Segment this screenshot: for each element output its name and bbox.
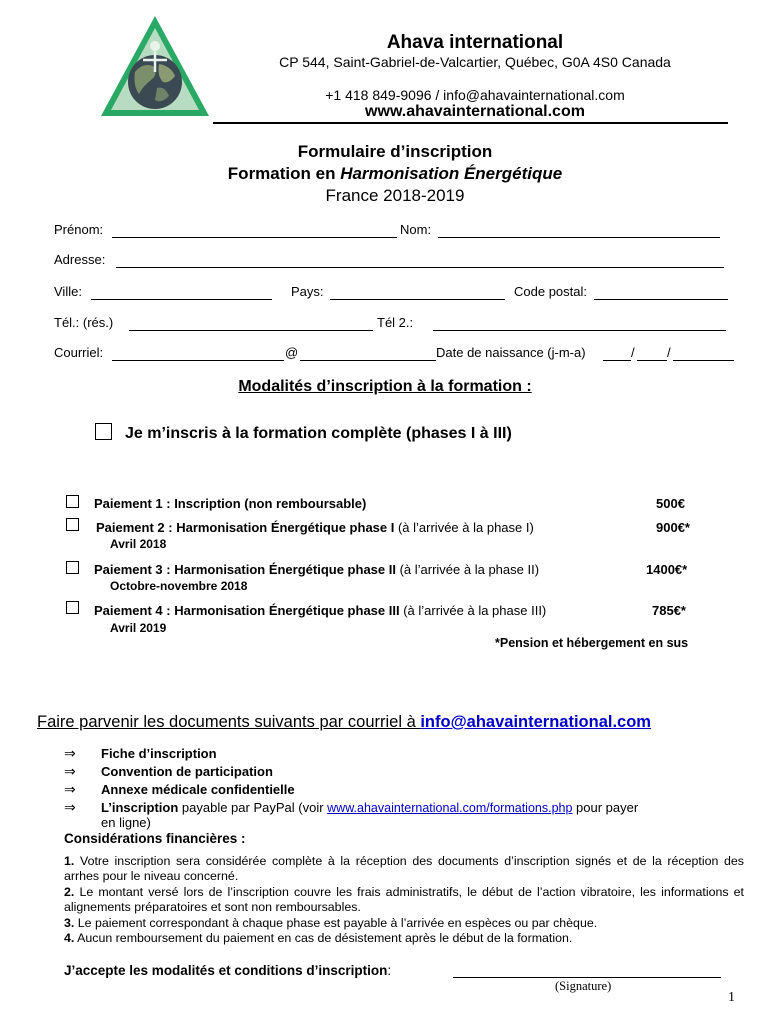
courriel-domain-field[interactable] (300, 347, 436, 361)
pays-field[interactable] (330, 286, 505, 300)
consideration-3: 3. Le paiement correspondant à chaque phase est payable à l’arrivée en espèces ou par chèque. (64, 916, 598, 930)
consideration-2: 2. Le montant versé lors de l’inscription couvre les frais administratifs, le début de l’action vibratoire, les informations et alignements préparatoires et sont non remboursables. (64, 885, 744, 914)
doc-item-4-cont: en ligne) (101, 815, 151, 830)
payment-3-checkbox[interactable] (66, 561, 79, 574)
code-postal-field[interactable] (594, 286, 728, 300)
pays-label: Pays: (291, 284, 324, 299)
consideration-1: 1. Votre inscription sera considérée complète à la réception des documents d’inscription signés et de la réception des arrhes pour le niveau concerné. (64, 854, 744, 883)
slash-1: / (631, 345, 635, 360)
complete-checkbox[interactable] (95, 423, 112, 440)
form-year: France 2018-2019 (325, 186, 465, 205)
doc-item-1: Fiche d’inscription (101, 746, 217, 761)
naissance-year-field[interactable] (673, 347, 734, 361)
tel2-field[interactable] (433, 317, 726, 331)
prenom-field[interactable] (112, 224, 397, 238)
form-subtitle: Formation en Harmonisation Énergétique (227, 164, 563, 183)
payment-3-date: Octobre-novembre 2018 (110, 579, 248, 593)
doc-item-2: Convention de participation (101, 764, 273, 779)
tel-label: Tél.: (rés.) (54, 315, 114, 330)
complete-label: Je m’inscris à la formation complète (phases I à III) (125, 425, 512, 442)
consideration-4: 4. Aucun remboursement du paiement en cas de désistement après le début de la formation. (64, 931, 573, 945)
org-name: Ahava international (386, 32, 564, 53)
header-rule (213, 122, 728, 124)
arrow-icon: ⇒ (64, 799, 76, 815)
nom-label: Nom: (400, 222, 432, 237)
payment-1-amount: 500€ (656, 496, 685, 511)
naissance-day-field[interactable] (603, 347, 631, 361)
courriel-user-field[interactable] (112, 347, 284, 361)
pension-note: *Pension et hébergement en sus (495, 636, 689, 650)
signature-field[interactable] (453, 964, 721, 978)
modalites-heading: Modalités d’inscription à la formation : (238, 378, 532, 395)
org-contact: +1 418 849-9096 / info@ahavainternational.com (325, 87, 625, 103)
tel-field[interactable] (129, 317, 373, 331)
doc-item-3: Annexe médicale confidentielle (101, 782, 295, 797)
ville-field[interactable] (91, 286, 272, 300)
org-website: www.ahavainternational.com (365, 103, 585, 120)
adresse-label: Adresse: (54, 252, 106, 267)
courriel-at: @ (285, 345, 299, 360)
ville-label: Ville: (54, 284, 82, 299)
payment-4-amount: 785€* (652, 603, 686, 618)
documents-email-link[interactable]: info@ahavainternational.com (420, 713, 651, 731)
accept-label: J’accepte les modalités et conditions d’inscription: (64, 963, 392, 978)
documents-intro: Faire parvenir les documents suivants par courriel à info@ahavainternational.com (37, 713, 651, 731)
payment-4-date: Avril 2019 (110, 621, 167, 635)
arrow-icon: ⇒ (64, 781, 76, 797)
code-postal-label: Code postal: (514, 284, 587, 299)
payment-2-checkbox[interactable] (66, 518, 79, 531)
doc-item-4: L’inscription payable par PayPal (voir www.ahavainternational.com/formations.php pour payer (101, 800, 639, 815)
payment-2-date: Avril 2018 (110, 537, 167, 551)
adresse-field[interactable] (116, 254, 724, 268)
payment-3-amount: 1400€* (646, 562, 688, 577)
paypal-link[interactable]: www.ahavainternational.com/formations.php (327, 801, 573, 815)
naissance-month-field[interactable] (637, 347, 667, 361)
tel2-label: Tél 2.: (377, 315, 414, 330)
payment-4-checkbox[interactable] (66, 601, 79, 614)
payment-1-label: Paiement 1 : Inscription (non remboursable) (94, 496, 367, 511)
payment-3-label: Paiement 3 : Harmonisation Énergétique phase II (à l’arrivée à la phase II) (94, 562, 540, 577)
signature-label: (Signature) (555, 979, 612, 993)
payment-2-amount: 900€* (656, 520, 690, 535)
payment-4-label: Paiement 4 : Harmonisation Énergétique phase III (à l’arrivée à la phase III) (94, 603, 547, 618)
payment-2-label: Paiement 2 : Harmonisation Énergétique phase I (à l’arrivée à la phase I) (96, 520, 534, 535)
arrow-icon: ⇒ (64, 745, 76, 761)
arrow-icon: ⇒ (64, 763, 76, 779)
page-number: 1 (728, 990, 735, 1005)
prenom-label: Prénom: (54, 222, 104, 237)
slash-2: / (667, 345, 671, 360)
courriel-label: Courriel: (54, 345, 104, 360)
form-title: Formulaire d’inscription (297, 142, 493, 161)
naissance-label: Date de naissance (j-m-a) (436, 345, 586, 360)
considerations-heading: Considérations financières : (64, 831, 246, 846)
org-address: CP 544, Saint-Gabriel-de-Valcartier, Québec, G0A 4S0 Canada (279, 54, 671, 70)
payment-1-checkbox[interactable] (66, 495, 79, 508)
nom-field[interactable] (438, 224, 720, 238)
logo (99, 14, 211, 118)
